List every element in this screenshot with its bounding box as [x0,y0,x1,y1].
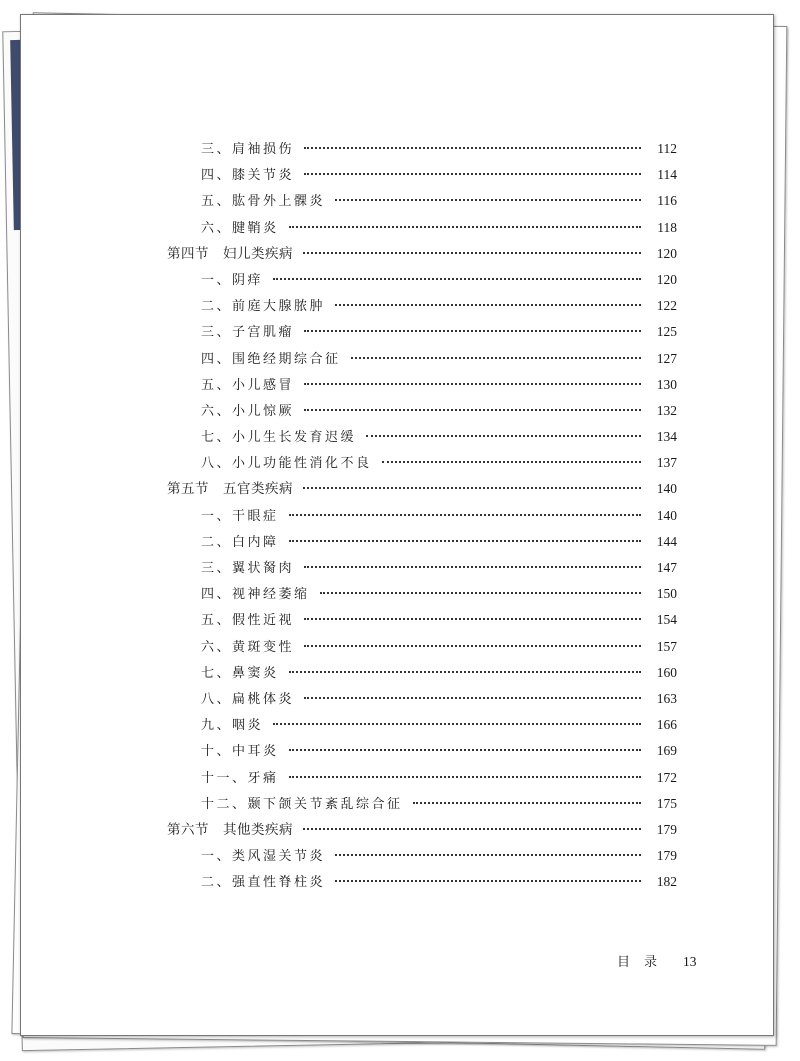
toc-item-row [165,215,677,241]
toc-entry-page: 140 [656,481,677,497]
toc-entry-page: 120 [656,245,677,261]
toc-item-row [165,607,677,633]
toc-entry-page: 120 [656,271,677,287]
toc-section-row [165,476,677,502]
toc-entry-page: 140 [656,507,677,523]
toc-entry-title: 五、假性近视 [201,613,295,629]
toc-item-row [165,869,677,895]
toc-entry-page: 137 [656,455,677,471]
toc-entry-page: 169 [656,743,677,759]
dot-leader [273,722,641,725]
toc-entry-title: 六、腱鞘炎 [201,220,279,236]
toc-entry-page: 182 [656,874,677,890]
toc-entry-page: 127 [656,350,677,366]
dot-leader [304,617,641,620]
toc-entry-title: 三、肩袖损伤 [201,142,295,157]
toc-entry-title: 八、小儿功能性消化不良 [201,456,372,472]
toc-entry-title: 六、小儿惊厥 [201,403,295,419]
toc-entry-page: 125 [656,324,677,340]
toc-item-row [165,188,677,214]
toc-entry-page: 160 [656,664,677,680]
toc-entry-title: 一、阴痒 [201,272,264,288]
dot-leader [289,775,641,778]
dot-leader [289,513,641,516]
table-of-contents [165,136,677,895]
dot-leader [289,748,641,751]
dot-leader [335,853,641,856]
dot-leader [304,408,641,411]
toc-entry-title: 五、肱骨外上髁炎 [201,194,326,210]
dot-leader [303,251,641,254]
toc-item-row [165,136,677,162]
toc-item-row [165,738,677,764]
toc-entry-page: 154 [656,612,677,628]
dot-leader [335,879,641,882]
dot-leader [335,198,641,201]
dot-leader [289,225,641,228]
toc-entry-title: 二、强直性脊柱炎 [201,875,326,891]
toc-entry-title: 四、围绝经期综合征 [201,351,341,367]
toc-entry-title: 三、翼状胬肉 [201,561,295,576]
toc-entry-title: 一、干眼症 [201,508,279,524]
toc-entry-page: 166 [656,717,677,733]
toc-entry-title: 五、小儿感冒 [201,377,295,393]
toc-entry-page: 179 [656,848,677,864]
toc-entry-page: 163 [656,690,677,706]
toc-entry-title: 十、中耳炎 [201,744,279,760]
toc-entry-page: 134 [656,429,677,445]
dot-leader [289,670,641,673]
dot-leader [351,356,641,359]
page-number: 13 [683,954,697,969]
toc-item-row [165,660,677,686]
toc-entry-page: 144 [656,533,677,549]
toc-entry-title: 四、视神经萎缩 [201,587,310,603]
toc-item-row [165,372,677,398]
toc-item-row [165,686,677,712]
toc-item-row [165,398,677,424]
toc-section-row [165,241,677,267]
toc-entry-title: 十一、牙痛 [201,770,279,786]
toc-item-row [165,162,677,188]
toc-entry-page: 157 [656,638,677,654]
footer-label: 目录 [617,955,672,970]
dot-leader [335,303,641,306]
dot-leader [320,591,641,594]
toc-item-row [165,503,677,529]
toc-entry-page: 132 [656,402,677,418]
toc-item-row [165,346,677,372]
toc-entry-title: 十二、颞下颌关节紊乱综合征 [201,796,403,812]
toc-entry-page: 175 [656,795,677,811]
toc-entry-page: 118 [657,219,677,235]
toc-entry-title: 九、咽炎 [201,718,264,734]
toc-entry-title: 四、膝关节炎 [201,168,295,184]
toc-entry-title: 七、鼻窦炎 [201,665,279,681]
dot-leader [304,172,641,175]
toc-item-row [165,424,677,450]
toc-item-row [165,555,677,581]
toc-entry-page: 179 [656,821,677,837]
dot-leader [304,644,641,647]
dot-leader [303,827,641,830]
toc-entry-page: 150 [656,586,677,602]
toc-entry-title: 一、类风湿关节炎 [201,849,326,865]
toc-item-row [165,450,677,476]
dot-leader [382,460,641,463]
toc-item-row [165,765,677,791]
toc-item-row [165,319,677,345]
toc-entry-title: 第六节 其他类疾病 [167,821,293,838]
toc-item-row [165,293,677,319]
toc-item-row [165,843,677,869]
toc-entry-page: 130 [656,376,677,392]
toc-entry-title: 三、子宫肌瘤 [201,325,295,341]
dot-leader [273,277,641,280]
dot-leader [304,146,641,149]
dot-leader [366,434,641,437]
toc-entry-title: 二、前庭大腺脓肿 [201,299,326,315]
toc-section-row [165,817,677,843]
toc-item-row [165,791,677,817]
toc-item-row [165,634,677,660]
toc-entry-title: 第四节 妇儿类疾病 [167,245,293,262]
toc-entry-title: 八、扁桃体炎 [201,691,295,707]
toc-page [20,14,774,1036]
dot-leader [413,801,641,804]
toc-entry-title: 七、小儿生长发育迟缓 [201,430,357,446]
toc-entry-title: 六、黄斑变性 [201,639,295,655]
toc-entry-page: 114 [657,167,677,183]
dot-leader [304,565,641,568]
dot-leader [289,539,641,542]
toc-entry-page: 112 [657,141,677,156]
toc-entry-title: 二、白内障 [201,534,279,550]
toc-entry-page: 116 [657,193,677,209]
toc-item-row [165,712,677,738]
toc-entry-page: 172 [656,769,677,785]
dot-leader [303,486,641,489]
toc-item-row [165,529,677,555]
toc-entry-title: 第五节 五官类疾病 [167,481,293,498]
toc-entry-page: 147 [656,560,677,575]
dot-leader [304,696,641,699]
toc-item-row [165,581,677,607]
toc-item-row [165,267,677,293]
dot-leader [304,329,641,332]
toc-entry-page: 122 [656,298,677,314]
dot-leader [304,382,641,385]
page-footer [617,951,697,970]
